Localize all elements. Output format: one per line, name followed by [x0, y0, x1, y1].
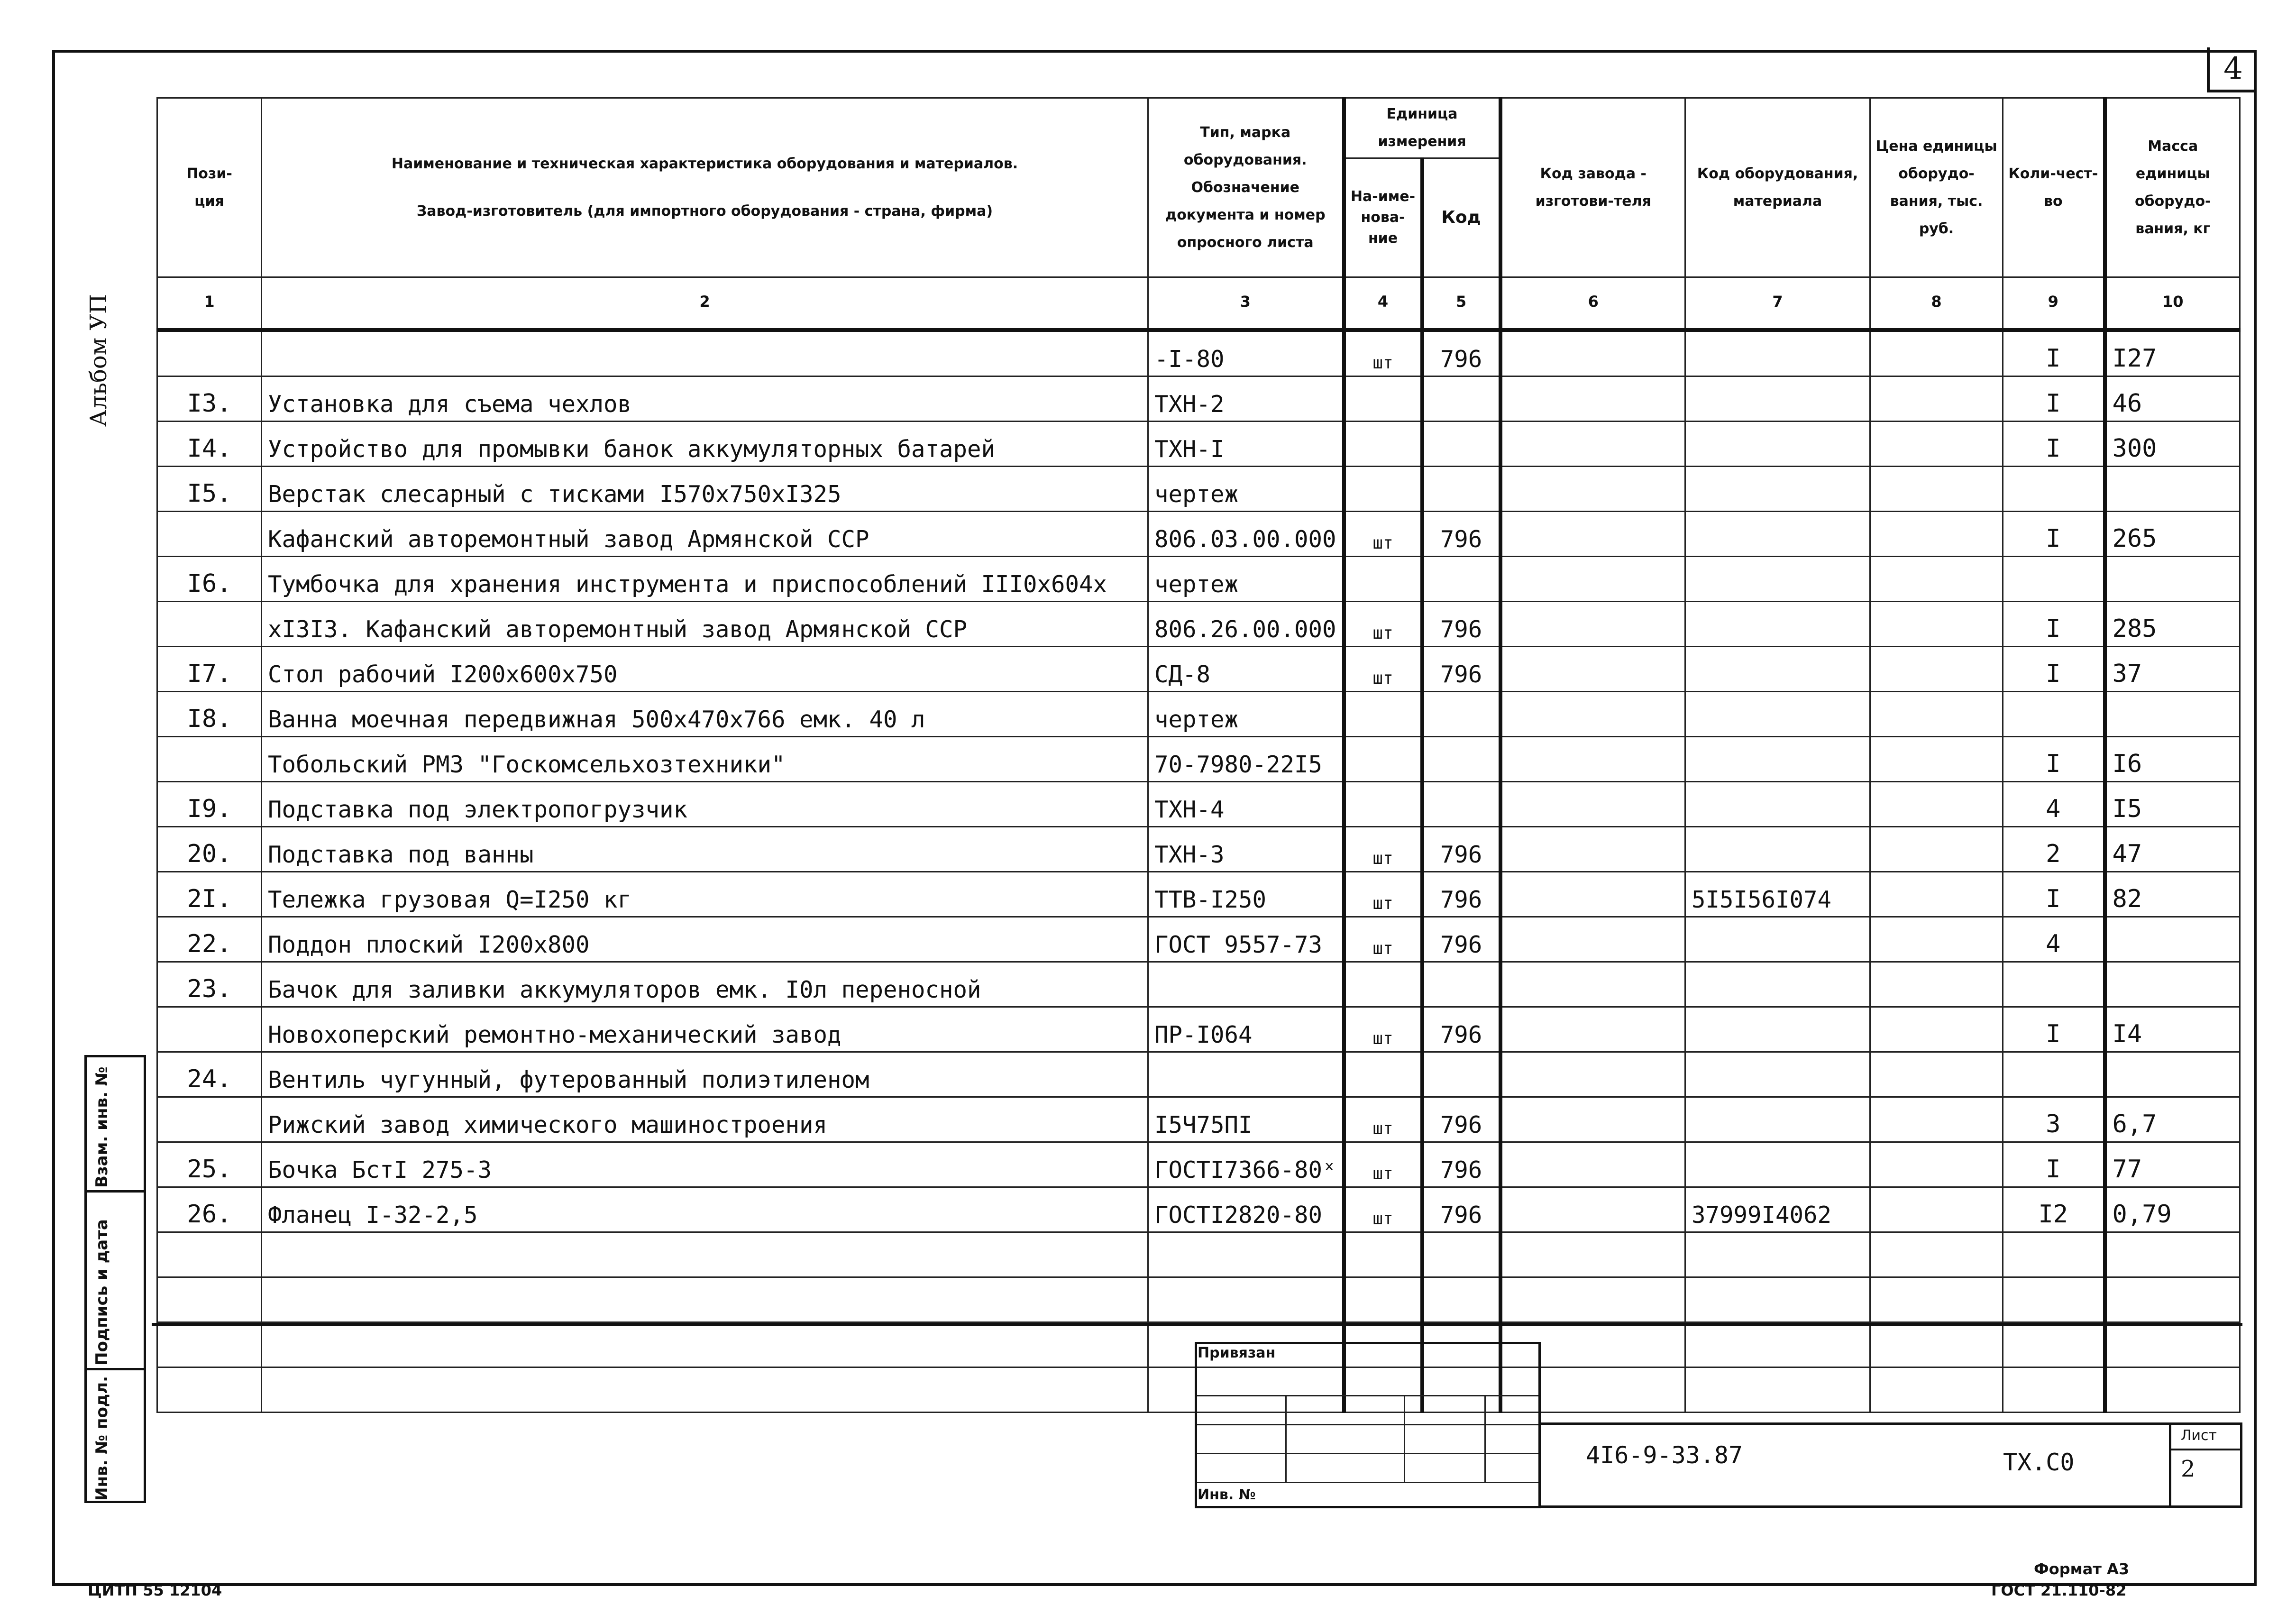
cell-name [262, 1277, 1148, 1322]
cell-position: 23. [157, 962, 262, 1007]
cell-position [157, 1007, 262, 1052]
cell-unit-code: 796 [1422, 602, 1500, 647]
cell-unit-code: 796 [1422, 1097, 1500, 1142]
cell-quantity: 2 [2003, 827, 2105, 872]
colnum: 7 [1685, 277, 1870, 330]
cell-mass [2105, 962, 2240, 1007]
cell-mass: 6,7 [2105, 1097, 2240, 1142]
cell-unit-code [1422, 962, 1500, 1007]
cell-type: ТХН-I [1148, 422, 1344, 467]
cell-plant-code [1500, 1187, 1685, 1232]
cell-quantity: I [2003, 1142, 2105, 1187]
cell-unit [1344, 692, 1422, 737]
cell-type: чертеж [1148, 692, 1344, 737]
cell-equipment-code [1685, 827, 1870, 872]
cell-equipment-code [1685, 1097, 1870, 1142]
cell-name: Бачок для заливки аккумуляторов емк. I0л переносной [262, 962, 1148, 1007]
document-designation: 4I6-9-33.87 [1586, 1441, 1743, 1469]
cell-price [1870, 782, 2003, 827]
cell-mass [2105, 1367, 2240, 1413]
cell-name [262, 330, 1148, 376]
cell-price [1870, 647, 2003, 692]
cell-mass: 37 [2105, 647, 2240, 692]
cell-position [157, 1367, 262, 1413]
cell-unit-code: 796 [1422, 917, 1500, 962]
cell-unit-code: 796 [1422, 330, 1500, 376]
cell-type [1148, 1277, 1344, 1322]
cell-mass [2105, 557, 2240, 602]
cell-type: ТТВ-I250 [1148, 872, 1344, 917]
cell-quantity: 4 [2003, 917, 2105, 962]
cell-plant-code [1500, 647, 1685, 692]
cell-equipment-code [1685, 1322, 1870, 1367]
side-label-inv-podl: Инв. № подл. [92, 1376, 111, 1501]
cell-unit-code [1422, 1232, 1500, 1277]
cell-quantity: I [2003, 737, 2105, 782]
colnum: 3 [1148, 277, 1344, 330]
footer-gost: ГОСТ 21.110-82 [1991, 1581, 2127, 1599]
cell-type: ТХН-3 [1148, 827, 1344, 872]
footer-left: ЦИТП 55 12104 [88, 1581, 222, 1599]
cell-mass: 300 [2105, 422, 2240, 467]
cell-name: Устройство для промывки банок аккумуляторных батарей [262, 422, 1148, 467]
cell-quantity [2003, 1367, 2105, 1413]
table-row [157, 422, 2240, 467]
privyazan-label: Привязан [1196, 1343, 1540, 1396]
cell-equipment-code: 37999I4062 [1685, 1187, 1870, 1232]
cell-position: 25. [157, 1142, 262, 1187]
cell-unit [1344, 422, 1422, 467]
cell-unit-code: 796 [1422, 1007, 1500, 1052]
cell-price [1870, 1232, 2003, 1277]
cell-equipment-code [1685, 737, 1870, 782]
cell-position: 2I. [157, 872, 262, 917]
cell-price [1870, 330, 2003, 376]
cell-name: Установка для съема чехлов [262, 376, 1148, 422]
cell-plant-code [1500, 692, 1685, 737]
cell-type [1148, 1052, 1344, 1097]
cell-type: ТХН-2 [1148, 376, 1344, 422]
colnum: 1 [157, 277, 262, 330]
table-row [157, 512, 2240, 557]
cell-name: Подставка под электропогрузчик [262, 782, 1148, 827]
cell-price [1870, 872, 2003, 917]
cell-unit [1344, 1052, 1422, 1097]
cell-position: 24. [157, 1052, 262, 1097]
cell-mass [2105, 692, 2240, 737]
cell-unit: шт [1344, 872, 1422, 917]
cell-position: I8. [157, 692, 262, 737]
cell-plant-code [1500, 1052, 1685, 1097]
cell-unit [1344, 962, 1422, 1007]
cell-name: Тележка грузовая Q=I250 кг [262, 872, 1148, 917]
cell-name: Кафанский авторемонтный завод Армянской ССР [262, 512, 1148, 557]
cell-equipment-code [1685, 330, 1870, 376]
cell-position: I3. [157, 376, 262, 422]
cell-plant-code [1500, 422, 1685, 467]
cell-equipment-code [1685, 1007, 1870, 1052]
sheet-corner-number: 4 [2207, 47, 2257, 92]
cell-unit-code [1422, 1052, 1500, 1097]
cell-equipment-code [1685, 512, 1870, 557]
table-row [157, 376, 2240, 422]
cell-unit: шт [1344, 1187, 1422, 1232]
table-row [157, 1142, 2240, 1187]
colnum: 6 [1500, 277, 1685, 330]
cell-position [157, 737, 262, 782]
cell-plant-code [1500, 330, 1685, 376]
list-label: Лист [2181, 1427, 2217, 1444]
cell-mass: 285 [2105, 602, 2240, 647]
cell-position [157, 330, 262, 376]
cell-quantity: I [2003, 330, 2105, 376]
cell-price [1870, 692, 2003, 737]
table-row [157, 647, 2240, 692]
cell-unit [1344, 1232, 1422, 1277]
cell-equipment-code [1685, 917, 1870, 962]
header-unit-group: Единица измерения [1344, 98, 1500, 158]
cell-position: I4. [157, 422, 262, 467]
inv-no-label: Инв. № [1196, 1483, 1540, 1507]
cell-name [262, 1367, 1148, 1413]
cell-price [1870, 602, 2003, 647]
cell-unit-code: 796 [1422, 872, 1500, 917]
cell-plant-code [1500, 557, 1685, 602]
colnum: 9 [2003, 277, 2105, 330]
cell-plant-code [1500, 1142, 1685, 1187]
header-name: Наименование и техническая характеристика оборудования и материалов. Завод-изготовитель (для импортного оборудования - страна, фирма) [262, 98, 1148, 277]
table-row [157, 330, 2240, 376]
cell-price [1870, 1007, 2003, 1052]
cell-mass: 77 [2105, 1142, 2240, 1187]
header-unit-name: На-име-нова-ние [1344, 158, 1422, 277]
colnum: 10 [2105, 277, 2240, 330]
cell-name: Тумбочка для хранения инструмента и приспособлений III0x604x [262, 557, 1148, 602]
cell-type: 806.03.00.000 [1148, 512, 1344, 557]
cell-plant-code [1500, 872, 1685, 917]
cell-unit: шт [1344, 1097, 1422, 1142]
cell-unit: шт [1344, 512, 1422, 557]
cell-plant-code [1500, 1232, 1685, 1277]
cell-unit [1344, 737, 1422, 782]
cell-name [262, 1322, 1148, 1367]
cell-unit: шт [1344, 330, 1422, 376]
cell-position [157, 1322, 262, 1367]
cell-quantity: I [2003, 512, 2105, 557]
cell-type: СД-8 [1148, 647, 1344, 692]
table-row [157, 962, 2240, 1007]
cell-quantity [2003, 1052, 2105, 1097]
specification-table [156, 97, 2241, 1413]
cell-type: чертеж [1148, 557, 1344, 602]
header-equipment-code: Код оборудования, материала [1685, 98, 1870, 277]
cell-position [157, 1232, 262, 1277]
header-unit-code: Код [1422, 158, 1500, 277]
cell-position: I6. [157, 557, 262, 602]
cell-equipment-code [1685, 557, 1870, 602]
cell-price [1870, 1367, 2003, 1413]
cell-unit [1344, 782, 1422, 827]
cell-unit-code [1422, 376, 1500, 422]
cell-mass [2105, 1052, 2240, 1097]
cell-unit-code [1422, 692, 1500, 737]
cell-quantity [2003, 467, 2105, 512]
cell-name: Поддон плоский I200x800 [262, 917, 1148, 962]
cell-price [1870, 1322, 2003, 1367]
cell-quantity: I [2003, 1007, 2105, 1052]
cell-mass [2105, 1322, 2240, 1367]
cell-equipment-code [1685, 1142, 1870, 1187]
cell-position: 20. [157, 827, 262, 872]
cell-equipment-code [1685, 467, 1870, 512]
cell-equipment-code [1685, 1367, 1870, 1413]
cell-quantity [2003, 1277, 2105, 1322]
cell-mass: 265 [2105, 512, 2240, 557]
cell-equipment-code [1685, 1277, 1870, 1322]
cell-name [262, 1232, 1148, 1277]
side-label-vzam: Взам. инв. № [92, 1066, 111, 1188]
cell-quantity [2003, 1322, 2105, 1367]
stamp-line [152, 1323, 2242, 1326]
cell-quantity: 4 [2003, 782, 2105, 827]
cell-type: -I-80 [1148, 330, 1344, 376]
sheet-code: ТХ.С0 [2003, 1449, 2075, 1476]
table-row [157, 602, 2240, 647]
table-row [157, 1007, 2240, 1052]
cell-name: Вентиль чугунный, футерованный полиэтиленом [262, 1052, 1148, 1097]
cell-equipment-code: 5I5I56I074 [1685, 872, 1870, 917]
header-position: Пози- ция [157, 98, 262, 277]
cell-type [1148, 1232, 1344, 1277]
cell-mass [2105, 917, 2240, 962]
cell-unit-code: 796 [1422, 827, 1500, 872]
cell-price [1870, 376, 2003, 422]
cell-quantity [2003, 962, 2105, 1007]
cell-mass [2105, 1277, 2240, 1322]
cell-unit-code [1422, 467, 1500, 512]
table-row [157, 467, 2240, 512]
cell-plant-code [1500, 1007, 1685, 1052]
cell-name: Подставка под ванны [262, 827, 1148, 872]
cell-plant-code [1500, 917, 1685, 962]
header-row-1 [157, 98, 2240, 158]
cell-price [1870, 1277, 2003, 1322]
cell-name: Рижский завод химического машиностроения [262, 1097, 1148, 1142]
cell-unit-code: 796 [1422, 1187, 1500, 1232]
cell-plant-code [1500, 1277, 1685, 1322]
cell-position [157, 602, 262, 647]
table-row [157, 737, 2240, 782]
side-label-signature: Подпись и дата [92, 1219, 111, 1366]
cell-equipment-code [1685, 647, 1870, 692]
cell-price [1870, 917, 2003, 962]
cell-quantity: I [2003, 422, 2105, 467]
cell-type [1148, 962, 1344, 1007]
cell-equipment-code [1685, 376, 1870, 422]
table-row [157, 872, 2240, 917]
cell-price [1870, 557, 2003, 602]
cell-position: I7. [157, 647, 262, 692]
cell-position [157, 512, 262, 557]
cell-position: 26. [157, 1187, 262, 1232]
cell-mass: 0,79 [2105, 1187, 2240, 1232]
cell-plant-code [1500, 512, 1685, 557]
cell-price [1870, 1187, 2003, 1232]
cell-price [1870, 827, 2003, 872]
cell-position: I5. [157, 467, 262, 512]
table-row [157, 782, 2240, 827]
header-price: Цена единицы оборудо-вания, тыс. руб. [1870, 98, 2003, 277]
list-divider [2169, 1449, 2242, 1450]
cell-mass: 82 [2105, 872, 2240, 917]
cell-unit: шт [1344, 602, 1422, 647]
cell-unit-code: 796 [1422, 1142, 1500, 1187]
header-type: Тип, марка оборудования. Обозначение документа и номер опросного листа [1148, 98, 1344, 277]
cell-quantity: 3 [2003, 1097, 2105, 1142]
cell-unit-code [1422, 557, 1500, 602]
cell-plant-code [1500, 737, 1685, 782]
cell-plant-code [1500, 602, 1685, 647]
cell-price [1870, 467, 2003, 512]
cell-unit [1344, 467, 1422, 512]
cell-plant-code [1500, 962, 1685, 1007]
cell-unit: шт [1344, 1142, 1422, 1187]
cell-price [1870, 1097, 2003, 1142]
cell-unit: шт [1344, 647, 1422, 692]
cell-price [1870, 962, 2003, 1007]
table-row [157, 557, 2240, 602]
cell-mass: I4 [2105, 1007, 2240, 1052]
table-row [157, 1187, 2240, 1232]
cell-name: Фланец I-32-2,5 [262, 1187, 1148, 1232]
cell-plant-code [1500, 827, 1685, 872]
cell-unit-code [1422, 422, 1500, 467]
header-quantity: Коли-чест-во [2003, 98, 2105, 277]
cell-equipment-code [1685, 692, 1870, 737]
colnum: 5 [1422, 277, 1500, 330]
colnum: 2 [262, 277, 1148, 330]
cell-name: Новохоперский ремонтно-механический завод [262, 1007, 1148, 1052]
cell-type: 806.26.00.000 [1148, 602, 1344, 647]
cell-position: I9. [157, 782, 262, 827]
cell-quantity [2003, 557, 2105, 602]
cell-type: ПР-I064 [1148, 1007, 1344, 1052]
cell-type: I5Ч75ПI [1148, 1097, 1344, 1142]
cell-quantity: I [2003, 647, 2105, 692]
cell-mass: I6 [2105, 737, 2240, 782]
cell-plant-code [1500, 467, 1685, 512]
colnum: 4 [1344, 277, 1422, 330]
column-number-row [157, 277, 2240, 330]
table-row [157, 827, 2240, 872]
cell-unit: шт [1344, 827, 1422, 872]
cell-equipment-code [1685, 422, 1870, 467]
cell-price [1870, 1142, 2003, 1187]
cell-unit [1344, 376, 1422, 422]
cell-position [157, 1277, 262, 1322]
cell-name: Тобольский РМЗ "Госкомсельхозтехники" [262, 737, 1148, 782]
cell-mass [2105, 467, 2240, 512]
album-label: Альбом УП [85, 294, 112, 427]
cell-plant-code [1500, 782, 1685, 827]
cell-name: Ванна моечная передвижная 500x470x766 емк. 40 л [262, 692, 1148, 737]
cell-price [1870, 1052, 2003, 1097]
cell-type: ТХН-4 [1148, 782, 1344, 827]
cell-unit [1344, 557, 1422, 602]
cell-unit-code [1422, 1277, 1500, 1322]
stamp-privyazan [1195, 1342, 1541, 1508]
cell-type: 70-7980-22I5 [1148, 737, 1344, 782]
cell-unit-code: 796 [1422, 512, 1500, 557]
cell-position [157, 1097, 262, 1142]
cell-equipment-code [1685, 782, 1870, 827]
cell-plant-code [1500, 1097, 1685, 1142]
table-row [157, 1052, 2240, 1097]
cell-type: ГОСТ 9557-73 [1148, 917, 1344, 962]
cell-quantity: I [2003, 376, 2105, 422]
cell-equipment-code [1685, 602, 1870, 647]
table-row [157, 1277, 2240, 1322]
cell-equipment-code [1685, 1232, 1870, 1277]
colnum: 8 [1870, 277, 2003, 330]
cell-position: 22. [157, 917, 262, 962]
cell-price [1870, 737, 2003, 782]
cell-quantity: I2 [2003, 1187, 2105, 1232]
cell-quantity: I [2003, 602, 2105, 647]
cell-price [1870, 512, 2003, 557]
cell-type: чертеж [1148, 467, 1344, 512]
table-row [157, 917, 2240, 962]
cell-unit [1344, 1277, 1422, 1322]
cell-mass: 46 [2105, 376, 2240, 422]
cell-price [1870, 422, 2003, 467]
cell-mass: I5 [2105, 782, 2240, 827]
cell-equipment-code [1685, 1052, 1870, 1097]
list-value: 2 [2181, 1456, 2195, 1482]
cell-unit-code: 796 [1422, 647, 1500, 692]
cell-quantity: I [2003, 872, 2105, 917]
cell-name: Верстак слесарный с тисками I570x750xI325 [262, 467, 1148, 512]
cell-mass [2105, 1232, 2240, 1277]
cell-quantity [2003, 692, 2105, 737]
cell-mass: 47 [2105, 827, 2240, 872]
header-plant-code: Код завода - изготови-теля [1500, 98, 1685, 277]
cell-unit: шт [1344, 1007, 1422, 1052]
cell-equipment-code [1685, 962, 1870, 1007]
table-row [157, 1097, 2240, 1142]
cell-unit: шт [1344, 917, 1422, 962]
table-row [157, 1232, 2240, 1277]
cell-name: xI3I3. Кафанский авторемонтный завод Армянской ССР [262, 602, 1148, 647]
cell-unit-code [1422, 737, 1500, 782]
cell-type: ГОСТI2820-80 [1148, 1187, 1344, 1232]
header-mass: Масса единицы оборудо-вания, кг [2105, 98, 2240, 277]
cell-unit-code [1422, 782, 1500, 827]
cell-plant-code [1500, 376, 1685, 422]
footer-format: Формат А3 [2034, 1560, 2130, 1578]
table-row [157, 692, 2240, 737]
cell-mass: I27 [2105, 330, 2240, 376]
cell-name: Бочка БстI 275-3 [262, 1142, 1148, 1187]
cell-type: ГОСТI7366-80ˣ [1148, 1142, 1344, 1187]
cell-name: Стол рабочий I200x600x750 [262, 647, 1148, 692]
cell-quantity [2003, 1232, 2105, 1277]
